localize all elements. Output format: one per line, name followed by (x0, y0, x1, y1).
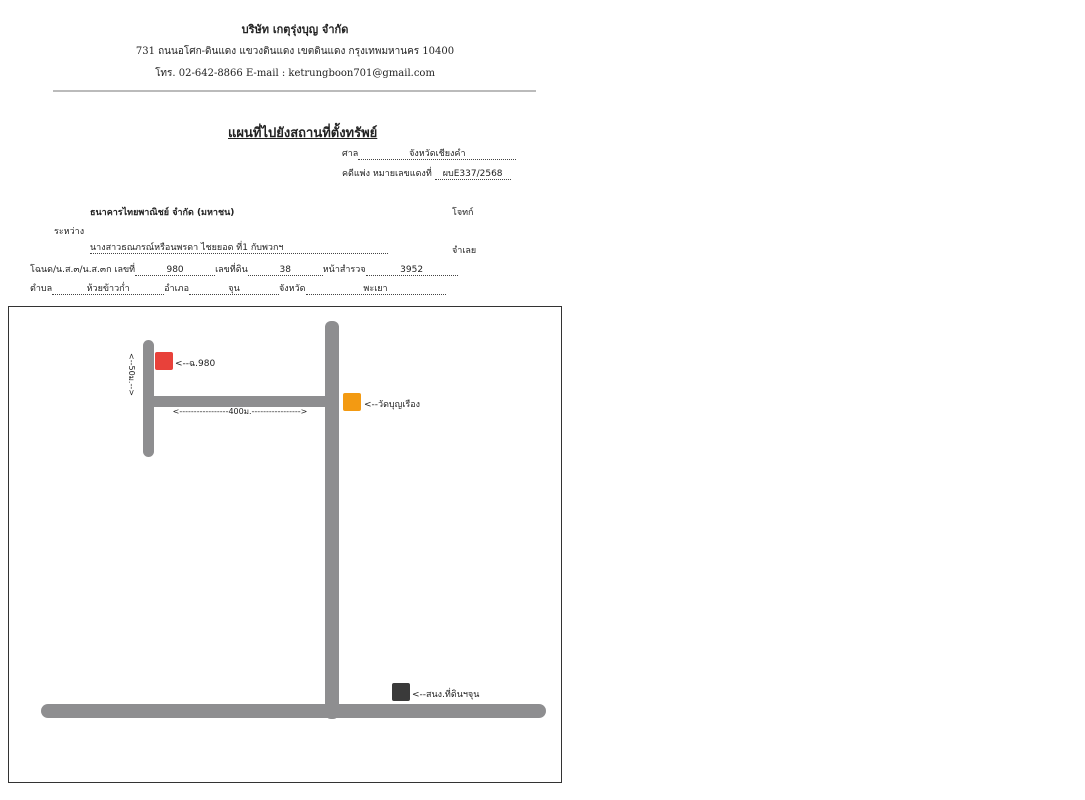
district-value: จุน (189, 284, 279, 295)
defendant-line (90, 243, 388, 254)
plaintiff-role: โจทก์ (452, 208, 474, 218)
dimension-50m: <--50ม.--> (127, 353, 136, 396)
land-no-value: 38 (248, 265, 323, 276)
subdistrict-label: ตำบล (30, 284, 53, 294)
subdistrict-value: ห้วยข้าวก่ำ (52, 284, 164, 295)
district-label: อำเภอ (164, 284, 190, 294)
court-value: จังหวัดเชียงคำ (358, 149, 516, 160)
defendant-name: นางสาวธณภรณ์หรือนพรดา ไชยยอด ที่1 กับพวกฯ (90, 243, 388, 254)
header-divider (53, 90, 536, 92)
road-main (325, 321, 339, 719)
land-no-label: เลขที่ดิน (215, 265, 248, 275)
company-address: 731 ถนนอโศก-ดินแดง แขวงดินแดง เขตดินแดง กรุงเทพมหานคร 10400 (135, 46, 455, 57)
land-office-marker-icon (392, 683, 410, 701)
document-title: แผนที่ไปยังสถานที่ตั้งทรัพย์ (228, 126, 378, 141)
land-office-label: <--สนง.ที่ดินฯจุน (412, 690, 480, 700)
survey-label: หน้าสำรวจ (322, 265, 366, 275)
defendant-role: จำเลย (452, 246, 477, 256)
case-label: คดีแพ่ง หมายเลขแดงที่ (342, 169, 432, 179)
property-marker-icon (155, 352, 173, 370)
deed-label: โฉนด/น.ส.๓/น.ส.๓ก เลขที่ (30, 265, 136, 275)
court-line (342, 146, 516, 160)
case-value: ผบE337/2568 (435, 169, 511, 180)
dimension-400m: <-----------------400ม.-----------------> (172, 407, 308, 416)
deed-value: 980 (135, 265, 215, 276)
location-line (30, 281, 446, 295)
company-contact: โทร. 02-642-8866 E-mail : ketrungboon701@gmail.com (155, 68, 435, 79)
court-label: ศาล (342, 149, 359, 159)
road-bottom (41, 704, 546, 718)
temple-marker-icon (343, 393, 361, 411)
deed-line (30, 262, 458, 276)
province-label: จังหวัด (279, 284, 306, 294)
company-name: บริษัท เกตุรุ่งบุญ จำกัด (241, 23, 349, 36)
survey-value: 3952 (366, 265, 458, 276)
temple-label: <--วัดบุญเรือง (364, 400, 421, 410)
between-label: ระหว่าง (54, 227, 85, 237)
province-value: พะเยา (306, 284, 446, 295)
plaintiff-name: ธนาคารไทยพาณิชย์ จำกัด (มหาชน) (90, 208, 235, 218)
case-line (342, 166, 511, 180)
property-label: <--ฉ.980 (175, 359, 216, 369)
